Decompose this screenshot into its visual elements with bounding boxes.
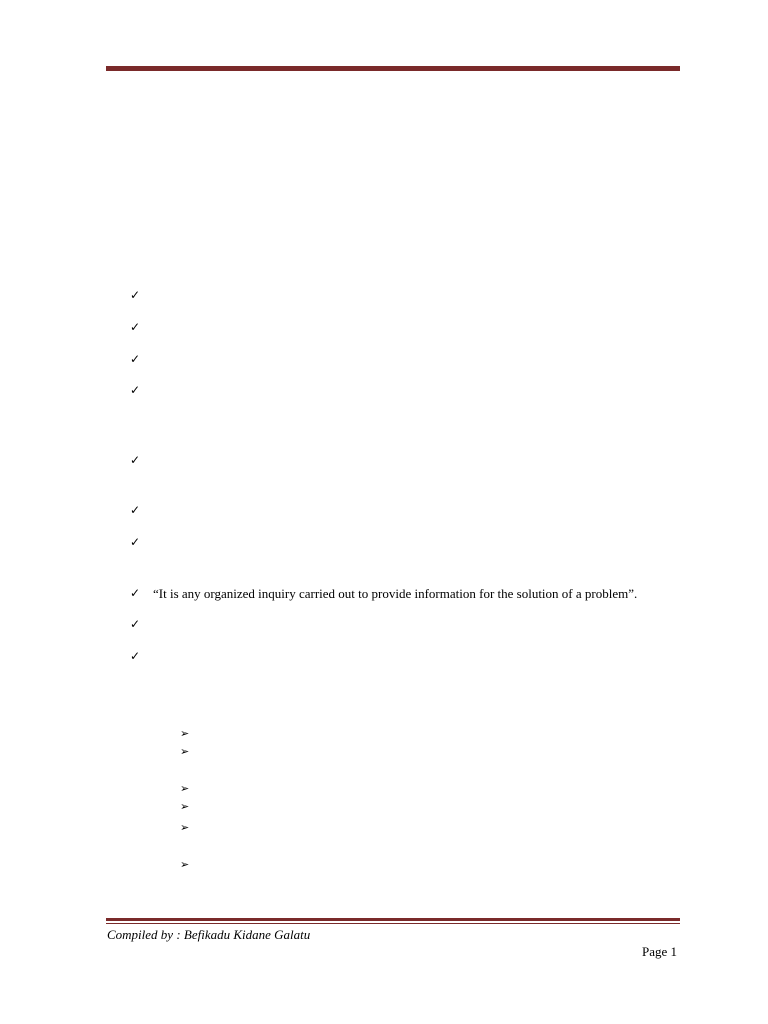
check-bullet-icon: ✓ — [130, 320, 141, 334]
arrow-bullet-icon: ➢ — [180, 727, 190, 740]
definition-quote: “It is any organized inquiry carried out to provide information for the solution of a problem”. — [153, 586, 638, 601]
check-bullet-icon: ✓ — [130, 453, 141, 467]
footer-compiled-by: Compiled by : Befikadu Kidane Galatu — [107, 927, 311, 942]
page-number: Page 1 — [641, 944, 677, 959]
arrow-bullet-icon: ➢ — [180, 858, 190, 871]
check-bullet-icon: ✓ — [130, 617, 141, 631]
check-bullet-icon: ✓ — [130, 383, 141, 397]
arrow-bullet-icon: ➢ — [180, 782, 190, 795]
arrow-bullet-icon: ➢ — [180, 745, 190, 758]
footer-rule — [106, 918, 680, 921]
footer-rule-thin — [106, 923, 680, 924]
header-rule — [106, 66, 680, 71]
check-bullet-icon: ✓ — [130, 288, 141, 302]
arrow-bullet-icon: ➢ — [180, 821, 190, 834]
check-bullet-icon: ✓ — [130, 503, 141, 517]
check-bullet-icon: ✓ — [130, 535, 141, 549]
check-bullet-icon: ✓ — [130, 352, 141, 366]
arrow-bullet-icon: ➢ — [180, 800, 190, 813]
check-bullet-icon: ✓ — [130, 586, 141, 600]
check-bullet-icon: ✓ — [130, 649, 141, 663]
